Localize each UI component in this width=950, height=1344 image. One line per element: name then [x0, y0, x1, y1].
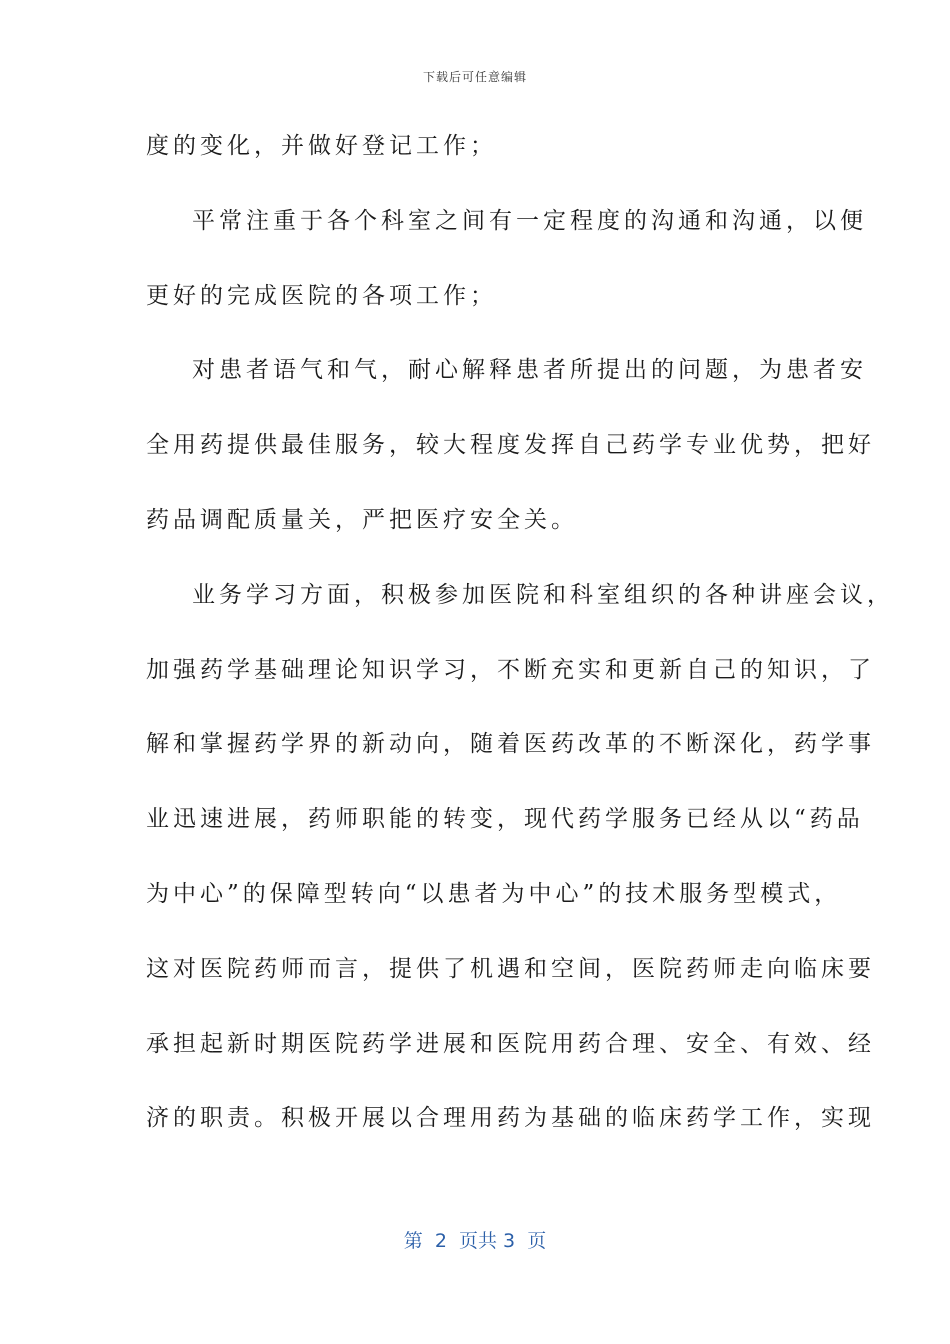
- header-note: 下载后可任意编辑: [422, 70, 527, 84]
- body-line: 药品调配质量关，严把医疗安全关。: [146, 506, 578, 533]
- body-line: 业务学习方面，积极参加医院和科室组织的各种讲座会议，: [192, 581, 894, 608]
- body-line: 对患者语气和气，耐心解释患者所提出的问题，为患者安: [192, 357, 867, 384]
- body-line: 这对医院药师而言，提供了机遇和空间，医院药师走向临床要: [146, 955, 875, 982]
- body-line: 加强药学基础理论知识学习，不断充实和更新自己的知识，了: [146, 656, 875, 683]
- body-line: 承担起新时期医院药学进展和医院用药合理、安全、有效、经: [146, 1030, 875, 1057]
- body-line: 平常注重于各个科室之间有一定程度的沟通和沟通，以便: [192, 207, 867, 234]
- body-line: 济的职责。积极开展以合理用药为基础的临床药学工作，实现: [146, 1105, 875, 1132]
- body-line: 度的变化，并做好登记工作；: [146, 133, 497, 159]
- page-number: 第 2 页共 3 页: [403, 1230, 547, 1252]
- document-body: [146, 128, 894, 1175]
- body-line: 业迅速进展，药师职能的转变，现代药学服务已经从以“药品: [146, 806, 864, 833]
- body-line: 全用药提供最佳服务，较大程度发挥自己药学专业优势，把好: [146, 432, 875, 459]
- body-line: 更好的完成医院的各项工作；: [146, 282, 497, 309]
- body-line: 为中心”的保障型转向“以患者为中心”的技术服务型模式，: [146, 880, 842, 907]
- body-line: 解和掌握药学界的新动向，随着医药改革的不断深化，药学事: [146, 731, 875, 758]
